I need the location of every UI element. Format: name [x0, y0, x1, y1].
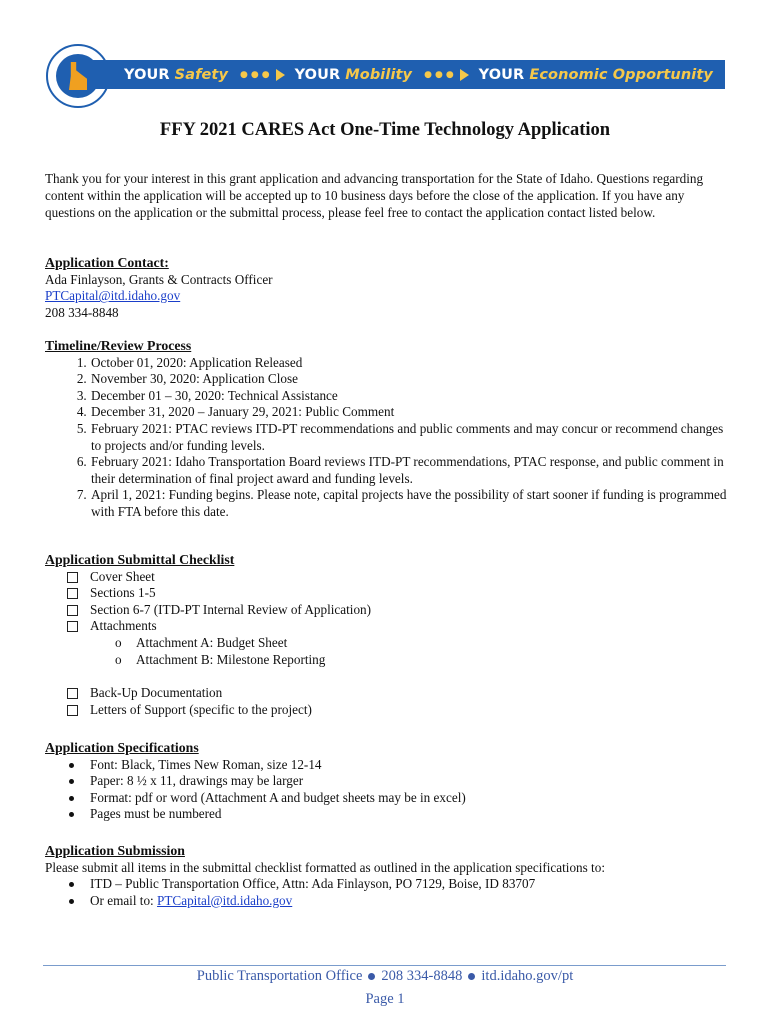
checklist-item: [67, 585, 735, 602]
checklist-item: [67, 602, 735, 619]
banner-your-2: YOUR: [294, 66, 341, 83]
specs-heading: Application Specifications: [45, 740, 199, 755]
checklist-item: [67, 685, 735, 702]
page-number: Page 1: [365, 991, 405, 1007]
checkbox[interactable]: [67, 705, 78, 716]
checkbox[interactable]: [67, 572, 78, 583]
sub-item: [115, 635, 735, 652]
dots-icon: ●●●: [240, 69, 273, 80]
bullet-icon: [69, 763, 74, 768]
checklist-section: [45, 552, 735, 718]
checklist-label: Section 6-7 (ITD-PT Internal Review of Application): [90, 601, 372, 617]
checkbox[interactable]: [67, 688, 78, 699]
timeline-list: [45, 355, 735, 521]
banner-safety: Safety: [174, 66, 229, 83]
circle-bullet-icon: o: [115, 634, 122, 650]
timeline-item: 2. November 30, 2020: Application Close: [90, 371, 735, 388]
checklist-label: Sections 1-5: [90, 585, 156, 601]
checklist-label: Back-Up Documentation: [90, 685, 223, 701]
checkbox[interactable]: [67, 588, 78, 599]
banner-mobility: Mobility: [345, 66, 413, 83]
contact-name: Ada Finlayson, Grants & Contracts Officer: [45, 271, 273, 287]
submission-intro: Please submit all items in the submittal checklist formatted as outlined in the application specifications to:: [45, 859, 605, 875]
bullet-icon: [69, 882, 74, 887]
submission-item: [90, 893, 735, 910]
arrow-right-icon: [460, 69, 469, 81]
submission-address: ITD – Public Transportation Office, Attn: Ada Finlayson, PO 7129, Boise, ID 83707: [90, 876, 536, 892]
spec-label: Paper: 8 ½ x 11, drawings may be larger: [90, 773, 304, 789]
specs-section: [45, 740, 735, 823]
timeline-item: 4. December 31, 2020 – January 29, 2021: Public Comment: [90, 404, 735, 421]
banner-economic-opportunity: Economic Opportunity: [529, 66, 713, 83]
bullet-icon: [69, 899, 74, 904]
checkbox[interactable]: [67, 605, 78, 616]
intro-paragraph: Thank you for your interest in this grant application and advancing transportation for the State of Idaho. Questions regarding content within the application will be accepted up to 10 business days before the close of the application. If you have any questions on the application or the submittal process, please feel free to contact the application contact listed below.: [45, 171, 704, 220]
submission-item: [90, 876, 735, 893]
page-title: FFY 2021 CARES Act One-Time Technology Application: [159, 120, 611, 140]
checkbox[interactable]: [67, 621, 78, 632]
sub-item-label: Attachment A: Budget Sheet: [136, 634, 288, 650]
sub-item: [115, 652, 735, 669]
spec-item: [90, 790, 735, 807]
contact-section: [45, 255, 735, 321]
contact-phone: 208 334-8848: [45, 304, 119, 320]
timeline-item: 7. April 1, 2021: Funding begins. Please note, capital projects have the possibility of start sooner if funding is programmed with FTA before this date.: [90, 487, 735, 520]
bullet-icon: [69, 779, 74, 784]
sub-item-label: Attachment B: Milestone Reporting: [136, 651, 326, 667]
bullet-icon: [69, 812, 74, 817]
spec-item: [90, 757, 735, 774]
bullet-icon: [368, 973, 375, 980]
header-banner: [88, 60, 725, 89]
footer: [0, 968, 770, 985]
spec-label: Pages must be numbered: [90, 806, 222, 822]
checklist-label: Attachments: [90, 618, 157, 634]
timeline-section: [45, 338, 735, 521]
submission-email-link[interactable]: PTCapital@itd.idaho.gov: [157, 892, 293, 908]
checklist-item: [67, 569, 735, 586]
contact-email-link[interactable]: PTCapital@itd.idaho.gov: [45, 288, 181, 304]
checklist-label: Letters of Support (specific to the project): [90, 701, 312, 717]
contact-heading: Application Contact:: [45, 255, 169, 270]
submission-section: [45, 843, 735, 909]
timeline-item: 6. February 2021: Idaho Transportation Board reviews ITD-PT recommendations, PTAC response, and public comment in their determination of final project award and funding levels.: [90, 454, 735, 487]
checklist-item: [67, 618, 735, 635]
banner-your-3: YOUR: [478, 66, 525, 83]
footer-office: Public Transportation Office: [196, 968, 363, 984]
bullet-icon: [69, 796, 74, 801]
arrow-right-icon: [276, 69, 285, 81]
checklist-item: [67, 702, 735, 719]
footer-site[interactable]: itd.idaho.gov/pt: [481, 968, 574, 984]
banner-your-1: YOUR: [124, 66, 170, 83]
spec-item: [90, 773, 735, 790]
timeline-item: 1. October 01, 2020: Application Released: [90, 355, 735, 372]
bullet-icon: [468, 973, 475, 980]
spec-label: Format: pdf or word (Attachment A and budget sheets may be in excel): [90, 789, 466, 805]
timeline-heading: Timeline/Review Process: [45, 338, 192, 353]
spec-item: [90, 806, 735, 823]
checklist-label: Cover Sheet: [90, 568, 155, 584]
submission-email-prefix: Or email to:: [90, 892, 158, 908]
footer-phone: 208 334-8848: [381, 968, 463, 984]
timeline-item: 3. December 01 – 30, 2020: Technical Assistance: [90, 388, 735, 405]
circle-bullet-icon: o: [115, 651, 122, 667]
dots-icon: ●●●: [424, 69, 457, 80]
submission-heading: Application Submission: [45, 843, 185, 858]
spec-label: Font: Black, Times New Roman, size 12-14: [90, 756, 322, 772]
timeline-item: 5. February 2021: PTAC reviews ITD-PT recommendations and public comments and may concur or recommend changes to projects and/or funding levels.: [90, 421, 735, 454]
checklist-heading: Application Submittal Checklist: [45, 552, 235, 567]
footer-divider: [43, 965, 726, 966]
